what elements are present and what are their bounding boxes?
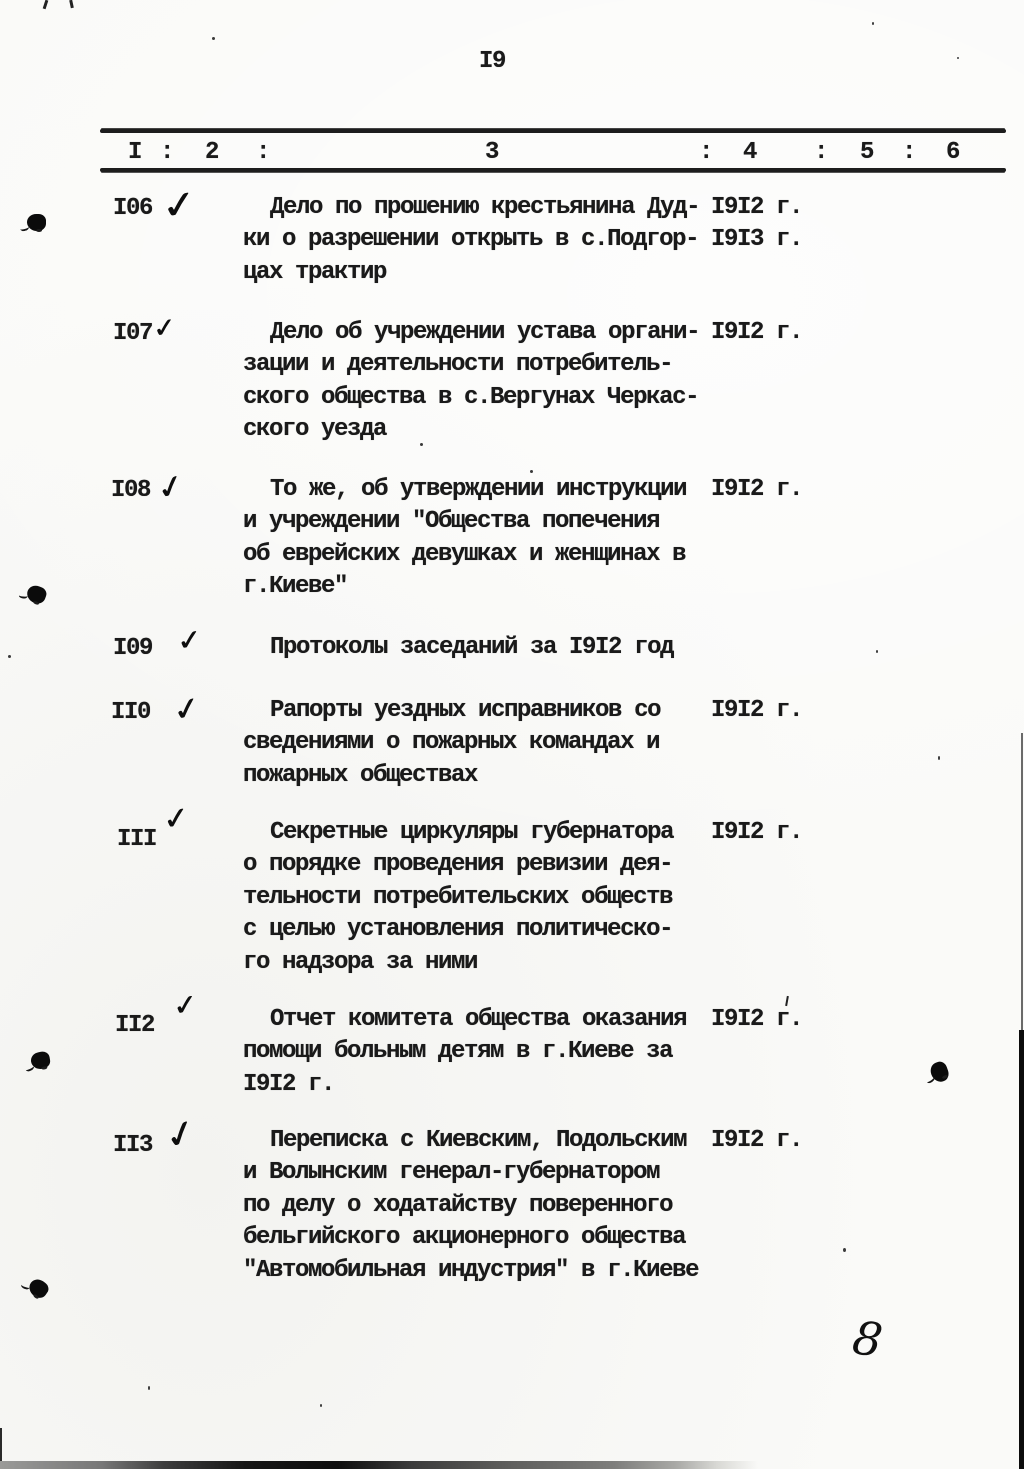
entry-dates [711, 817, 802, 849]
checkmark-icon: ✓ [161, 799, 191, 839]
checkmark-icon: ✓ [152, 465, 189, 509]
entry-description [243, 817, 673, 979]
ink-blot [26, 1276, 51, 1301]
entry-description-line: г.Киеве" [243, 573, 348, 601]
checkmark-icon: ✓ [158, 180, 200, 230]
column-separator: : [902, 139, 916, 166]
column-header-2: 2 [205, 139, 219, 166]
scan-speck [148, 1386, 150, 1390]
entry-description-line: Переписка с Киевским, Подольским [270, 1127, 687, 1154]
scan-speck [876, 650, 878, 653]
ink-blot [27, 214, 46, 231]
entry-date: I9I2 г. [711, 476, 803, 503]
entry-date: I9I2 г. [711, 1006, 803, 1033]
entry-description-line: об еврейских девушках и женщинах в [243, 540, 686, 568]
entry-number: I06 [113, 195, 153, 222]
column-separator: : [814, 139, 828, 166]
entry-date: I9I2 г. [711, 1127, 803, 1154]
scan-bottom-band [0, 1461, 1024, 1469]
entry-description-line: го надзора за ними [243, 948, 478, 976]
entry-dates [711, 192, 802, 257]
entry-dates [711, 474, 802, 506]
entry-date: I9I2 г. [711, 319, 803, 346]
entry-description-line: ского общества в с.Вергунах Черкас- [243, 383, 699, 411]
ink-blot [30, 1050, 52, 1070]
entry-date: I9I2 г. [711, 194, 803, 221]
page-number: I9 [479, 48, 506, 75]
column-separator: : [160, 139, 174, 166]
entry-number: III [117, 826, 157, 853]
entry-description [243, 695, 660, 792]
entry-description [243, 632, 673, 664]
scan-speck [420, 443, 423, 446]
entry-date: I9I2 г. [711, 819, 803, 846]
entry-description-line: зации и деятельности потребитель- [243, 351, 673, 379]
entry-number: I08 [111, 477, 151, 504]
entry-description-line: пожарных обществах [243, 761, 478, 789]
entry-description [243, 474, 686, 604]
entry-description-line: ки о разрешении открыть в с.Подгор- [243, 226, 699, 254]
column-header-6: 6 [946, 139, 960, 166]
column-header-1: I [128, 139, 142, 166]
entry-description-line: Дело об учреждении устава органи- [270, 319, 700, 346]
entry-description-line: Дело по прошению крестьянина Дуд- [270, 194, 700, 221]
entry-number: II2 [115, 1012, 155, 1039]
entry-dates [711, 1125, 802, 1157]
entry-date: I9I2 г. [711, 697, 803, 724]
entry-description [243, 1004, 686, 1101]
entry-description-line: Секретные циркуляры губернатора [270, 819, 674, 846]
entry-description-line: и Волынским генерал-губернатором [243, 1159, 660, 1187]
entry-description-line: "Автомобильная индустрия" в г.Киеве [243, 1256, 699, 1284]
handwritten-page-mark: 8 [849, 1310, 886, 1368]
scan-speck [843, 1248, 846, 1252]
scan-speck [957, 57, 959, 59]
entry-dates [711, 695, 802, 727]
entry-description-line: То же, об утверждении инструкции [270, 476, 687, 503]
checkmark-icon: ✓ [169, 687, 203, 731]
pen-stroke [43, 0, 49, 9]
entry-date: I9I3 г. [711, 226, 803, 254]
scan-speck [530, 470, 533, 473]
entry-number: II3 [113, 1132, 153, 1159]
entry-description [243, 1125, 698, 1287]
column-header-5: 5 [860, 139, 874, 166]
scan-speck [8, 655, 11, 658]
entry-dates [711, 1004, 802, 1036]
entry-number: I09 [113, 635, 153, 662]
ink-blot [928, 1060, 951, 1085]
table-header-top-rule [100, 129, 1006, 133]
entry-description-line: Протоколы заседаний за I9I2 год [270, 634, 674, 661]
scan-speck [320, 1404, 322, 1407]
entry-description-line: I9I2 г. [243, 1070, 335, 1098]
checkmark-icon: ✓ [151, 312, 177, 345]
entry-description-line: помощи больным детям в г.Киеве за [243, 1038, 673, 1066]
column-header-3: 3 [485, 139, 499, 166]
entry-description-line: тельности потребительских обществ [243, 883, 673, 911]
column-header-4: 4 [743, 139, 757, 166]
checkmark-icon: ✓ [159, 1109, 202, 1160]
entry-description [243, 192, 699, 289]
scan-edge-line [1021, 733, 1023, 1033]
entry-description [243, 317, 699, 447]
entry-description-line: цах трактир [243, 258, 387, 286]
scan-edge-line [1019, 1030, 1024, 1469]
entry-description-line: ского уезда [243, 416, 387, 444]
ink-blot [25, 583, 49, 605]
column-separator: : [699, 139, 713, 166]
entry-description-line: Отчет комитета общества оказания [270, 1006, 687, 1033]
column-separator: : [256, 139, 270, 166]
entry-description-line: Рапорты уездных исправников со [270, 697, 661, 724]
entry-description-line: о порядке проведения ревизии дея- [243, 851, 673, 879]
entry-description-line: с целью установления политическо- [243, 916, 673, 944]
entry-description-line: по делу о ходатайству поверенного [243, 1191, 673, 1219]
entry-description-line: бельгийского акционерного общества [243, 1224, 686, 1252]
checkmark-icon: ✓ [175, 622, 203, 658]
scan-speck [938, 756, 940, 760]
pen-stroke [69, 0, 74, 8]
scan-speck [872, 22, 874, 25]
entry-description-line: сведениями о пожарных командах и [243, 729, 660, 757]
checkmark-icon: ✓ [171, 986, 199, 1024]
scan-speck [212, 37, 215, 40]
entry-number: I07 [113, 320, 153, 347]
entry-number: II0 [111, 699, 151, 726]
entry-description-line: и учреждении "Общества попечения [243, 508, 660, 536]
entry-dates [711, 317, 802, 349]
